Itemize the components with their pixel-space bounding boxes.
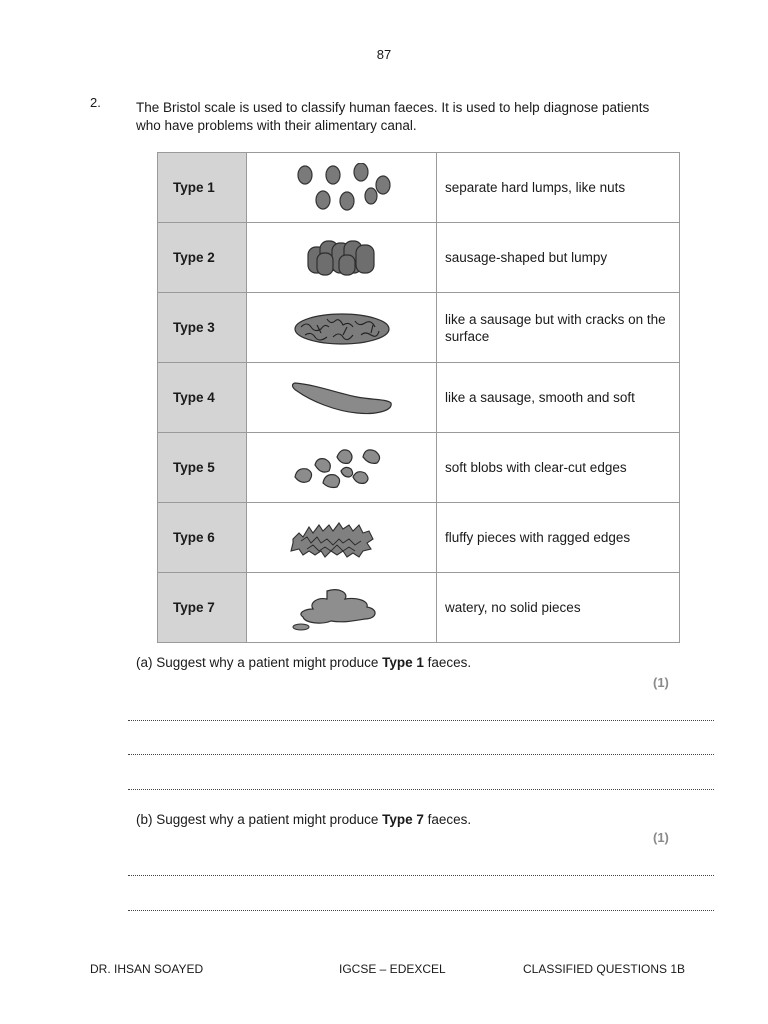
- answer-line[interactable]: [128, 910, 714, 911]
- soft-blobs-icon: [287, 443, 397, 493]
- marks-b: (1): [653, 830, 669, 845]
- type-label: Type 4: [158, 363, 247, 433]
- type-description: watery, no solid pieces: [437, 573, 680, 643]
- question-a: [136, 655, 471, 670]
- answer-line[interactable]: [128, 875, 714, 876]
- question-b-text: (b) Suggest why a patient might produce: [136, 812, 383, 827]
- table-row: [158, 433, 680, 503]
- bristol-scale-table: [157, 152, 680, 643]
- question-a-suffix: faeces.: [423, 655, 472, 670]
- type-label: Type 3: [158, 293, 247, 363]
- answer-line[interactable]: [128, 789, 714, 790]
- type-description: fluffy pieces with ragged edges: [437, 503, 680, 573]
- type-label: Type 5: [158, 433, 247, 503]
- question-b-suffix: faeces.: [423, 812, 472, 827]
- table-row: [158, 363, 680, 433]
- question-number: 2.: [90, 95, 101, 110]
- answer-line[interactable]: [128, 754, 714, 755]
- type-label: Type 6: [158, 503, 247, 573]
- footer-author: DR. IHSAN SOAYED: [90, 962, 204, 976]
- marks-a: (1): [653, 675, 669, 690]
- question-b: [136, 812, 471, 827]
- type-description: like a sausage, smooth and soft: [437, 363, 680, 433]
- fluffy-pieces-icon: [287, 513, 397, 563]
- table-row: [158, 573, 680, 643]
- type-description: separate hard lumps, like nuts: [437, 153, 680, 223]
- hard-lumps-icon: [287, 163, 397, 213]
- type-description: sausage-shaped but lumpy: [437, 223, 680, 293]
- smooth-sausage-icon: [287, 373, 397, 423]
- table-row: [158, 223, 680, 293]
- question-a-text: (a) Suggest why a patient might produce: [136, 655, 383, 670]
- question-b-type: Type 7: [382, 812, 424, 827]
- footer-course: IGCSE – EDEXCEL: [339, 962, 446, 976]
- page-number: 87: [376, 47, 392, 62]
- watery-icon: [287, 583, 397, 633]
- table-row: [158, 153, 680, 223]
- type-label: Type 2: [158, 223, 247, 293]
- type-description: soft blobs with clear-cut edges: [437, 433, 680, 503]
- answer-line[interactable]: [128, 720, 714, 721]
- table-row: [158, 293, 680, 363]
- question-a-type: Type 1: [382, 655, 424, 670]
- footer-section: CLASSIFIED QUESTIONS 1B: [523, 962, 686, 976]
- table-row: [158, 503, 680, 573]
- type-description: like a sausage but with cracks on the surface: [437, 293, 680, 363]
- type-label: Type 7: [158, 573, 247, 643]
- cracked-sausage-icon: [287, 303, 397, 353]
- lumpy-sausage-icon: [287, 233, 397, 283]
- question-intro: The Bristol scale is used to classify human faeces. It is used to help diagnose patients who have problems with their alimentary canal.: [136, 100, 650, 133]
- type-label: Type 1: [158, 153, 247, 223]
